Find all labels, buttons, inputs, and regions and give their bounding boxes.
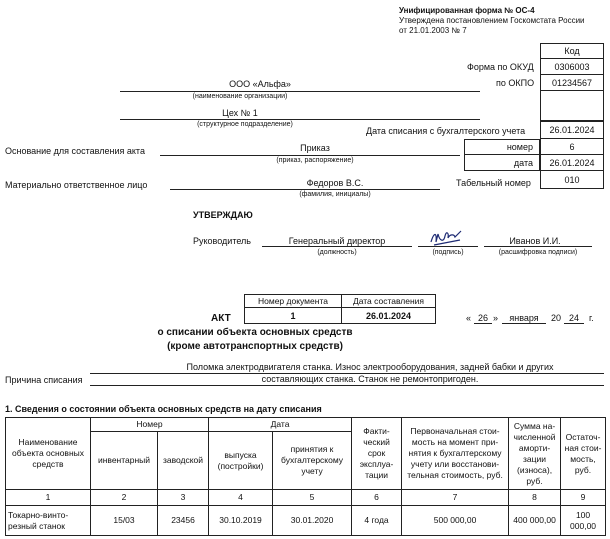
approve-name: Иванов И.И.: [509, 236, 561, 246]
name-line: [484, 246, 592, 247]
col-number: 7: [402, 490, 509, 506]
act-month: января: [509, 313, 539, 323]
cell-depreciation: 400 000,00: [509, 506, 561, 536]
th-actual-term: Факти-ческий срок эксплуа-тации: [352, 418, 402, 490]
reason-line1: Поломка электродвигателя станка. Износ электрооборудования, задней бабки и других: [186, 362, 554, 372]
th-factory: заводской: [158, 432, 209, 490]
basis-number-label: номер: [464, 139, 540, 155]
responsible-label: Материально ответственное лицо: [5, 180, 148, 190]
responsible-line: [170, 189, 440, 190]
doc-number-value: 1: [244, 307, 342, 324]
basis-line: [160, 155, 460, 156]
cell-initial-cost: 500 000,00: [402, 506, 509, 536]
col-number: 4: [209, 490, 273, 506]
form-title: Унифицированная форма № ОС-4: [399, 6, 535, 15]
th-acceptance: принятия к бухгалтерскому учету: [273, 432, 352, 490]
reason-label: Причина списания: [5, 375, 83, 385]
approved-line1: Утверждена постановлением Госкомстата России: [399, 16, 585, 25]
act-day: 26: [477, 313, 488, 323]
act-subtitle2: (кроме автотранспортных средств): [167, 341, 343, 352]
approve-position: Генеральный директор: [288, 236, 386, 246]
writeoff-date-label: Дата списания с бухгалтерского учета: [366, 126, 526, 136]
th-residual: Остаточ-ная стои-мость, руб.: [561, 418, 606, 490]
year-prefix: 20: [551, 313, 562, 323]
col-number: 2: [91, 490, 158, 506]
cell-acceptance: 30.01.2020: [273, 506, 352, 536]
position-caption: (должность): [317, 249, 357, 256]
col-number: 5: [273, 490, 352, 506]
cell-residual: 100 000,00: [561, 506, 606, 536]
th-release: выпуска (постройки): [209, 432, 273, 490]
doc-date-value: 26.01.2024: [341, 307, 436, 324]
okud-value: 0306003: [540, 59, 604, 75]
approved-line2: от 21.01.2003 № 7: [399, 26, 467, 35]
reason-underline2: [90, 385, 604, 386]
department-name: Цех № 1: [222, 108, 258, 118]
approve-role-label: Руководитель: [193, 236, 251, 246]
signature-caption: (подпись): [432, 249, 464, 256]
act-subtitle1: о списании объекта основных средств: [157, 327, 353, 338]
tabnum-label: Табельный номер: [456, 178, 531, 188]
organization-caption: (наименование организации): [192, 93, 288, 100]
cell-name: Токарно-винто-резный станок: [6, 506, 91, 536]
position-line: [262, 246, 412, 247]
col-number: 8: [509, 490, 561, 506]
act-title: АКТ: [211, 313, 231, 324]
col-number: 3: [158, 490, 209, 506]
okpo-label: по ОКПО: [496, 78, 535, 88]
col-number: 9: [561, 490, 606, 506]
quote-close: »: [493, 313, 499, 323]
basis-date-label: дата: [464, 155, 540, 171]
table-row: [6, 506, 606, 536]
th-depreciation: Сумма на-численной аморти-зации (износа), руб.: [509, 418, 561, 490]
kod-header: Код: [540, 43, 604, 59]
basis-caption: (приказ, распоряжение): [276, 157, 354, 164]
basis-number-value: 6: [540, 139, 604, 155]
th-name: Наименование объекта основных средств: [6, 418, 91, 490]
responsible-name: Федоров В.С.: [306, 178, 364, 188]
cell-actual-term: 4 года: [352, 506, 402, 536]
asset-table: [5, 417, 606, 536]
department-caption: (структурное подразделение): [197, 121, 293, 128]
okpo-value: 01234567: [540, 75, 604, 91]
th-inventory: инвентарный: [91, 432, 158, 490]
signature-line: [418, 246, 478, 247]
section1-title: 1. Сведения о состоянии объекта основных средств на дату списания: [5, 404, 322, 414]
year-abbr: г.: [589, 313, 594, 323]
cell-inventory: 15/03: [91, 506, 158, 536]
col-number: 6: [352, 490, 402, 506]
col-number: 1: [6, 490, 91, 506]
basis-date-value: 26.01.2024: [540, 155, 604, 171]
cell-release: 30.10.2019: [209, 506, 273, 536]
quote-open: «: [466, 313, 472, 323]
cell-factory: 23456: [158, 506, 209, 536]
name-caption: (расшифровка подписи): [498, 249, 578, 256]
doc-date-header: Дата составления: [341, 294, 436, 308]
department-line: [120, 119, 480, 120]
th-date: Дата: [209, 418, 352, 432]
empty-code-cell: [540, 91, 604, 121]
day-line: [474, 323, 492, 324]
year-line: [564, 323, 584, 324]
okud-label: Форма по ОКУД: [467, 62, 534, 72]
month-line: [502, 323, 546, 324]
approve-title: УТВЕРЖДАЮ: [193, 210, 253, 220]
organization-line: [120, 91, 480, 92]
writeoff-date-value: 26.01.2024: [540, 121, 604, 139]
act-year: 24: [568, 313, 579, 323]
organization-name: ООО «Альфа»: [229, 79, 291, 89]
reason-line2: составляющих станка. Станок не ремонтопригоден.: [261, 374, 479, 384]
doc-number-header: Номер документа: [244, 294, 342, 308]
responsible-caption: (фамилия, инициалы): [299, 191, 371, 198]
th-number: Номер: [91, 418, 209, 432]
basis-label: Основание для составления акта: [5, 146, 145, 156]
th-initial-cost: Первоначальная стои-мость на момент при-нятия к бухгалтерскому учету или восстанови-тельная стоимость, руб.: [402, 418, 509, 490]
basis-value: Приказ: [300, 143, 330, 153]
tabnum-value: 010: [540, 171, 604, 189]
